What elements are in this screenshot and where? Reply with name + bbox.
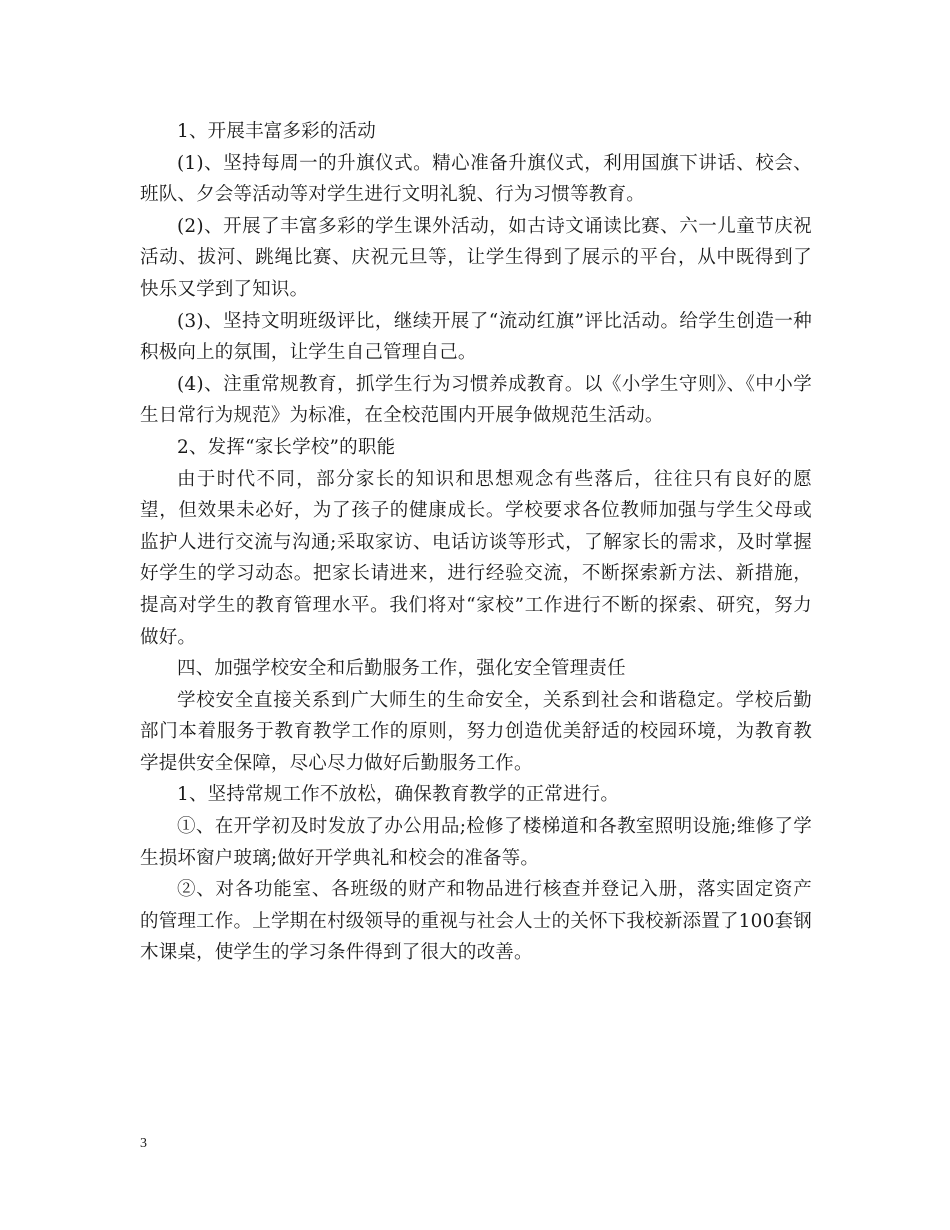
heading-routine-work: 1、坚持常规工作不放松，确保教育教学的正常进行。	[177, 784, 620, 806]
paragraph-class-evaluation: (3)、坚持文明班级评比，继续开展了“流动红旗”评比活动。给学生创造一种积极向上的氛围，让学生自己管理自己。	[140, 310, 812, 364]
paragraph-extracurricular: (2)、开展了丰富多彩的学生课外活动，如古诗文诵读比赛、六一儿童节庆祝活动、拔河、跳绳比赛、庆祝元旦等，让学生得到了展示的平台，从中既得到了快乐又学到了知识。	[140, 215, 812, 300]
paragraph-routine-education: (4)、注重常规教育，抓学生行为习惯养成教育。以《小学生守则》、《中小学生日常行为规范》为标准，在全校范围内开展争做规范生活动。	[140, 373, 812, 427]
document-body	[140, 116, 812, 969]
page-number: 3	[140, 1136, 147, 1151]
paragraph-assets: ②、对各功能室、各班级的财产和物品进行核查并登记入册，落实固定资产的管理工作。上学期在村级领导的重视与社会人士的关怀下我校新添置了100套钢木课桌，使学生的学习条件得到了很大的改善。	[140, 879, 812, 964]
paragraph-flag-ceremony: (1)、坚持每周一的升旗仪式。精心准备升旗仪式，利用国旗下讲话、校会、班队、夕会等活动等对学生进行文明礼貌、行为习惯等教育。	[140, 152, 812, 206]
paragraph-safety: 学校安全直接关系到广大师生的生命安全，关系到社会和谐稳定。学校后勤部门本着服务于教育教学工作的原则，努力创造优美舒适的校园环境，为教育教学提供安全保障，尽心尽力做好后勤服务工作。	[140, 689, 812, 774]
paragraph-parent-communication: 由于时代不同，部分家长的知识和思想观念有些落后，往往只有良好的愿望，但效果未必好，为了孩子的健康成长。学校要求各位教师加强与学生父母或监护人进行交流与沟通;采取家访、电话访谈等形式，了解家长的需求，及时掌握好学生的学习动态。把家长请进来，进行经验交流，不断探索新方法、新措施，提高对学生的教育管理水平。我们将对“家校”工作进行不断的探索、研究，努力做好。	[140, 468, 812, 648]
heading-safety-logistics: 四、加强学校安全和后勤服务工作，强化安全管理责任	[177, 658, 626, 680]
paragraph-supplies: ①、在开学初及时发放了办公用品;检修了楼梯道和各教室照明设施;维修了学生损坏窗户玻璃;做好开学典礼和校会的准备等。	[140, 816, 812, 869]
heading-parent-school: 2、发挥“家长学校”的职能	[177, 436, 396, 458]
heading-activities: 1、开展丰富多彩的活动	[177, 121, 376, 142]
